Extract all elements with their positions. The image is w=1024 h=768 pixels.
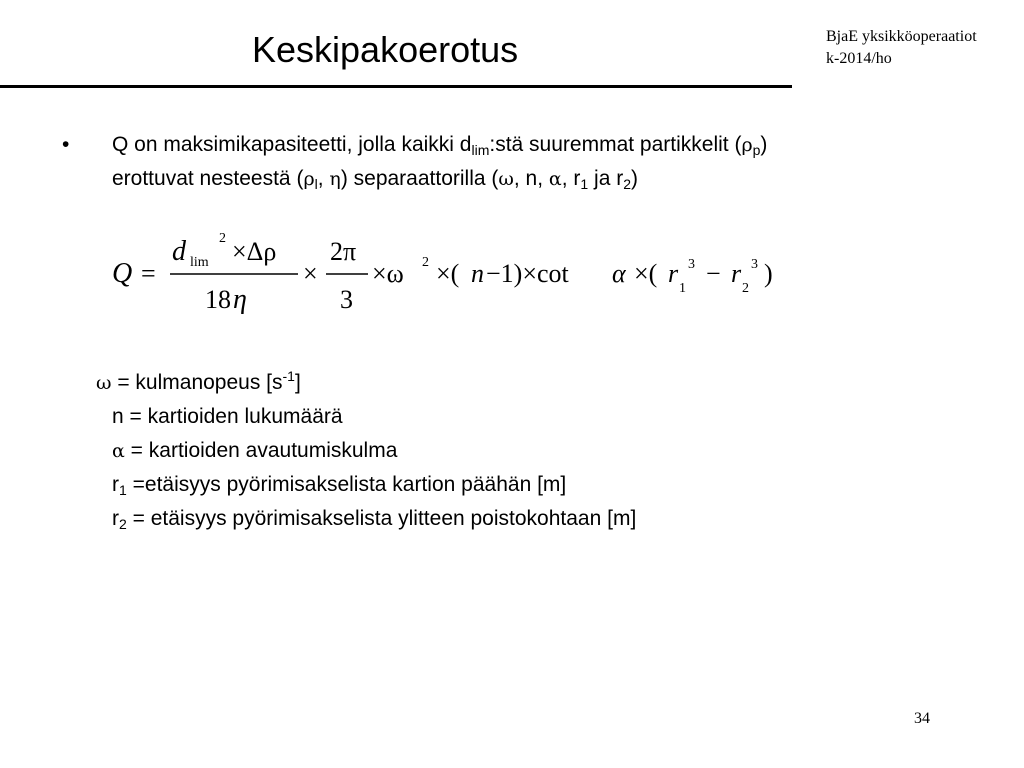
text: ) separaattorilla ( [340,167,499,190]
formula-alpha: α [612,259,626,288]
text: , n, [513,167,549,190]
bullet-line-1 [112,128,1012,162]
text: ] [294,371,301,394]
subscript: 1 [580,176,589,192]
slide-title: Keskipakoerotus [252,29,519,70]
text: ) [760,133,768,156]
formula-lim: lim [190,255,209,270]
text: :stä suuremmat partikkelit ( [489,133,742,156]
formula-paren-open: ×( [634,259,658,288]
text: , r [561,167,581,190]
formula-sub-1: 1 [679,281,686,296]
subscript: p [752,142,761,158]
subscript: 1 [119,482,127,498]
text: =etäisyys pyörimisakselista kartion päähän [m] [126,473,567,496]
formula-eta: η [233,284,247,315]
formula-18: 18 [205,285,231,314]
bullet-marker: • [62,133,70,156]
formula-n: n [471,259,484,288]
formula-r2: r [731,259,742,288]
formula-equals: = [141,259,156,288]
text: r [112,507,119,530]
course-term: k-2014/ho [826,50,892,67]
subscript: 2 [623,176,632,192]
formula-omega: ×ω [372,259,404,288]
title-underline [0,85,792,88]
formula-delta-rho: ×Δρ [232,237,277,266]
course-info [826,26,977,70]
definition-r1 [96,468,636,502]
subscript: l [314,176,318,192]
formula-cot: −1)×cot [486,259,569,288]
formula-d: d [172,236,186,267]
formula-paren-open: ×( [436,259,460,288]
alpha-symbol: α [112,440,125,462]
omega-symbol: ω [498,168,514,190]
definition-n: n = kartioiden lukumäärä [112,405,343,428]
text: , [317,167,330,190]
definition-omega [96,366,636,400]
formula-r1: r [668,259,679,288]
capacity-formula [0,222,1024,332]
formula-minus: − [706,259,721,288]
formula-3: 3 [340,285,353,314]
text: = kulmanopeus [s [111,371,283,394]
formula-exp-3: 3 [751,257,758,272]
formula-sub-2: 2 [742,281,749,296]
course-name: BjaE yksikköoperaatiot [826,28,977,45]
formula-exp-2: 2 [422,255,429,270]
text: ja r [588,167,624,190]
eta-symbol: η [329,168,341,190]
bullet-text [112,128,1012,196]
alpha-symbol: α [548,168,562,190]
formula-paren-close: ) [764,259,773,288]
text: r [112,473,119,496]
text: = kartioiden avautumiskulma [124,439,398,462]
bullet-line-2 [112,162,1012,196]
text: Q on maksimikapasiteetti, jolla kaikki d [112,133,472,156]
definition-alpha [96,434,636,468]
rho-symbol: ρ [741,134,753,156]
formula-times: × [303,259,318,288]
rho-symbol: ρ [303,168,315,190]
subscript: lim [471,142,490,158]
formula-exp-3: 3 [688,257,695,272]
formula-two-pi: 2π [330,237,357,266]
variable-definitions [96,366,636,536]
subscript: 2 [119,516,127,532]
text: ) [631,167,639,190]
formula-exp-2: 2 [219,231,226,246]
formula-q: Q [112,258,133,289]
text: = etäisyys pyörimisakselista ylitteen poistokohtaan [m] [126,507,637,530]
omega-symbol: ω [96,372,112,394]
superscript: -1 [282,368,295,384]
slide-number: 34 [914,710,930,727]
text: erottuvat nesteestä ( [112,167,304,190]
definition-r2 [96,502,636,536]
